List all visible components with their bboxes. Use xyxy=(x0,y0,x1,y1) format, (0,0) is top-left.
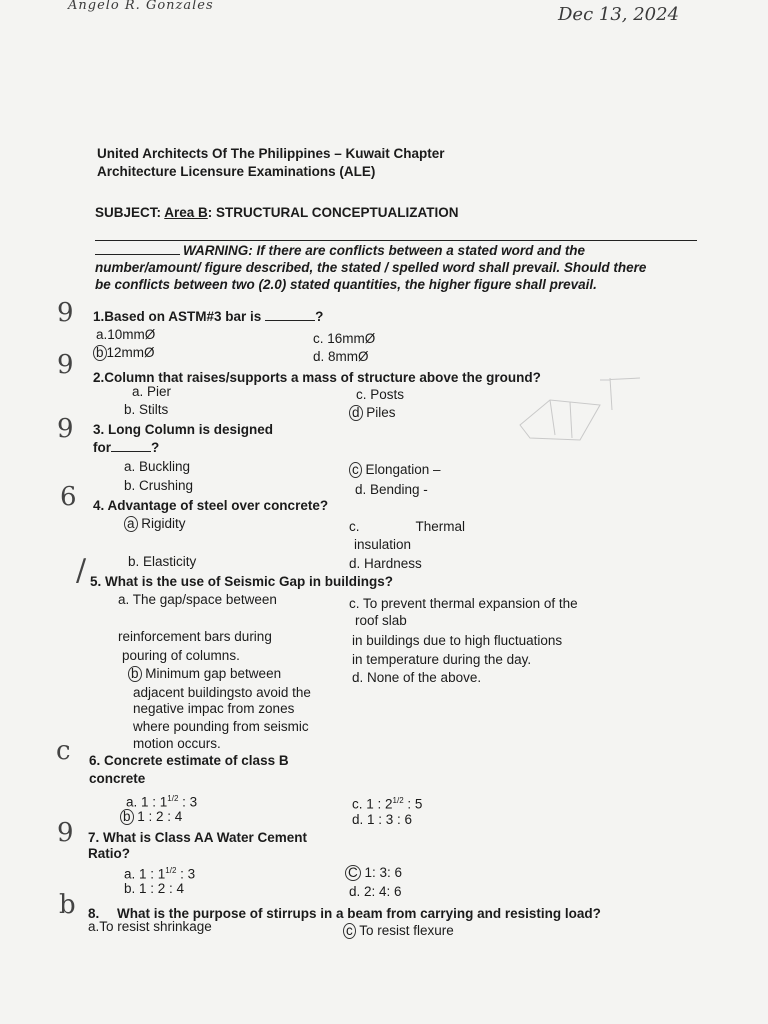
subject-area: Area B xyxy=(164,205,208,220)
option-d: d. 2: 4: 6 xyxy=(349,884,402,899)
option-c: c. To prevent thermal expansion of the xyxy=(349,596,578,611)
option-a: a.10mmØ xyxy=(96,327,156,342)
subject-title: : STRUCTURAL CONCEPTUALIZATION xyxy=(207,205,459,220)
option-b xyxy=(128,665,281,683)
question-stem: What is the purpose of stirrups in a beam from carrying and resisting load? xyxy=(117,906,601,921)
question-5: 5. What is the use of Seismic Gap in buildings? xyxy=(90,574,394,589)
option-d: d. Hardness xyxy=(349,556,422,571)
question-stem: 1.Based on ASTM#3 bar is xyxy=(93,309,262,324)
option-a-cont: reinforcement bars during xyxy=(118,629,272,644)
org-title: United Architects Of The Philippines – Kuwait Chapter xyxy=(97,146,445,161)
question-3: 3. Long Column is designed xyxy=(93,422,274,437)
option-text: Elongation – xyxy=(361,462,441,477)
option-b-cont: motion occurs. xyxy=(133,736,221,751)
option-b: b. 1 : 2 : 4 xyxy=(124,881,185,896)
option-a: a.To resist shrinkage xyxy=(88,919,212,934)
question-3-cont xyxy=(93,439,159,457)
option-c-cont: in temperature during the day. xyxy=(352,652,532,667)
option-b: b. Elasticity xyxy=(128,554,197,569)
option-text: Minimum gap between xyxy=(141,666,282,681)
option-c-cont: insulation xyxy=(354,537,412,552)
circled-answer: d xyxy=(349,405,363,421)
question-6-cont: concrete xyxy=(89,771,146,786)
circled-answer: b xyxy=(93,345,107,361)
question-1 xyxy=(93,308,323,326)
option-c: c. Posts xyxy=(356,387,405,402)
subject-line xyxy=(95,205,459,220)
question-6: 6. Concrete estimate of class B xyxy=(89,753,289,768)
circled-answer: b xyxy=(128,666,142,682)
handwritten-name: Angelo R. Gonzales xyxy=(68,0,214,13)
option-b-cont: negative impac from zones xyxy=(133,701,295,716)
option-fraction: 1/2 xyxy=(165,866,177,875)
option-a-cont: pouring of columns. xyxy=(122,648,240,663)
option-a: a. The gap/space between xyxy=(118,592,277,607)
option-fraction: 1/2 xyxy=(167,794,179,803)
option-c xyxy=(349,461,441,479)
circled-answer: C xyxy=(345,865,361,881)
score-mark: 9 xyxy=(57,350,74,380)
score-mark: b xyxy=(59,890,76,920)
score-mark: 9 xyxy=(57,298,74,328)
option-text: 1: 3: 6 xyxy=(360,865,403,880)
question-end: ? xyxy=(315,309,324,324)
warning-line-2: number/amount/ figure described, the stated / spelled word shall prevail. Should there xyxy=(95,260,647,275)
score-mark: c xyxy=(56,736,71,766)
score-mark: 6 xyxy=(60,482,77,512)
option-b xyxy=(120,808,182,826)
option-fraction: 1/2 xyxy=(392,796,404,805)
option-text: Rigidity xyxy=(137,516,186,531)
option-b xyxy=(93,344,155,362)
divider xyxy=(95,240,697,241)
question-2: 2.Column that raises/supports a mass of structure above the ground? xyxy=(93,370,541,385)
question-number: 8. xyxy=(88,906,100,921)
answer-blank xyxy=(111,451,151,452)
option-text: a. 1 : 1 xyxy=(126,794,168,810)
option-d: d. 8mmØ xyxy=(313,349,369,364)
pencil-sketch xyxy=(510,370,650,450)
option-text: a. 1 : 1 xyxy=(124,866,166,882)
score-mark: 9 xyxy=(57,414,74,444)
question-4: 4. Advantage of steel over concrete? xyxy=(93,498,329,513)
option-text: To resist flexure xyxy=(355,923,454,938)
option-c-cont: in buildings due to high fluctuations xyxy=(352,633,563,648)
option-b: b. Stilts xyxy=(124,402,169,417)
option-a xyxy=(124,515,186,533)
option-d xyxy=(349,404,396,422)
option-b: b. Crushing xyxy=(124,478,194,493)
option-b-cont: adjacent buildingsto avoid the xyxy=(133,685,311,700)
exam-title: Architecture Licensure Examinations (ALE) xyxy=(97,164,376,179)
handwritten-date: Dec 13, 2024 xyxy=(558,4,680,25)
circled-answer: b xyxy=(120,809,134,825)
warning-line-1: WARNING: If there are conflicts between a stated word and the xyxy=(183,243,586,258)
option-c-cont: roof slab xyxy=(355,613,407,628)
option-text: : 5 xyxy=(403,796,423,812)
option-c: c. 16mmØ xyxy=(313,331,376,346)
question-7-cont: Ratio? xyxy=(88,846,130,861)
question-stem: for xyxy=(93,440,111,455)
option-c xyxy=(345,864,402,882)
option-b-cont: where pounding from seismic xyxy=(133,719,309,734)
circled-answer: a xyxy=(124,516,138,532)
circled-answer: c xyxy=(349,462,362,478)
option-text: Thermal xyxy=(415,519,466,534)
option-d: d. Bending - xyxy=(355,482,428,497)
option-text: : 3 xyxy=(178,794,198,810)
option-text: 12mmØ xyxy=(106,345,155,360)
option-text: Piles xyxy=(362,405,396,420)
option-letter: c. xyxy=(349,519,360,534)
circled-answer: c xyxy=(343,923,356,939)
option-a: a. Pier xyxy=(132,384,172,399)
warning-blank xyxy=(95,254,180,255)
warning-line-3: be conflicts between two (2.0) stated quantities, the higher figure shall prevail. xyxy=(95,277,597,292)
option-c xyxy=(343,922,454,940)
question-end: ? xyxy=(151,440,160,455)
question-7: 7. What is Class AA Water Cement xyxy=(88,830,308,845)
option-d: d. None of the above. xyxy=(352,670,482,685)
option-c xyxy=(349,518,465,536)
score-mark: / xyxy=(76,553,87,588)
option-text: : 3 xyxy=(176,866,196,882)
answer-blank xyxy=(265,320,315,321)
subject-label: SUBJECT: xyxy=(95,205,162,220)
score-mark: 9 xyxy=(57,818,74,848)
option-d: d. 1 : 3 : 6 xyxy=(352,812,413,827)
warning-block xyxy=(95,242,705,293)
option-a: a. Buckling xyxy=(124,459,191,474)
option-text: 1 : 2 : 4 xyxy=(133,809,183,824)
option-text: c. 1 : 2 xyxy=(352,796,393,812)
